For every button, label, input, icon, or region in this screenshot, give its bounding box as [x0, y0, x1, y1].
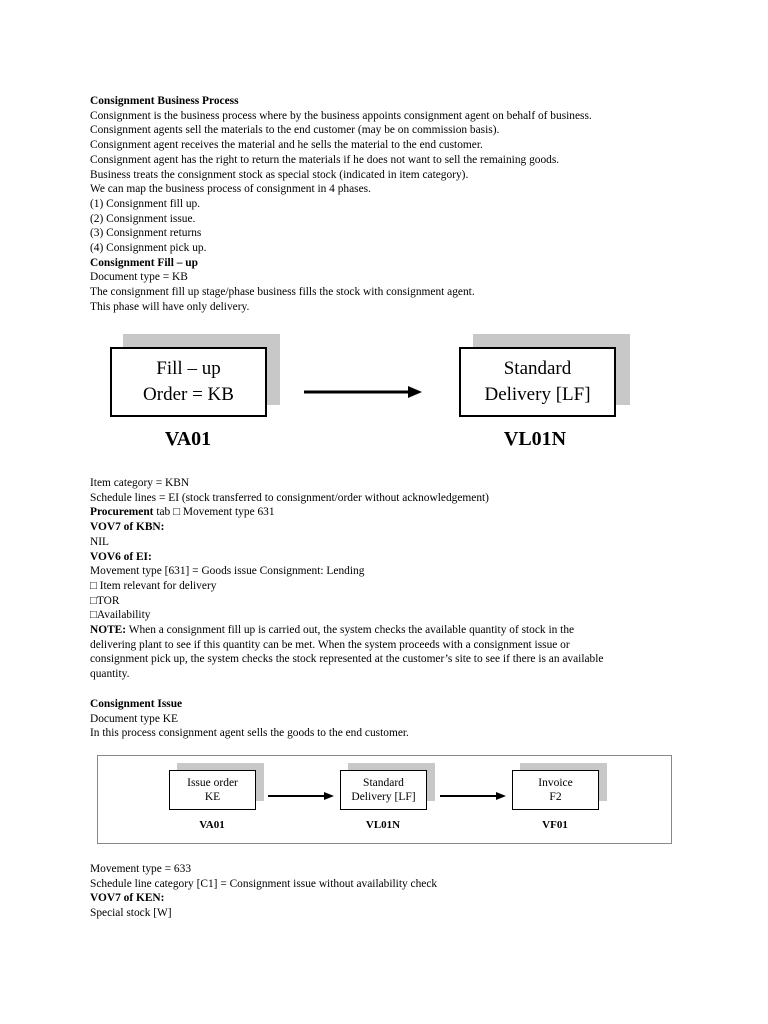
- box-line: Standard: [503, 358, 572, 379]
- section-heading: Consignment Business Process: [90, 95, 239, 107]
- issue-config-section: [90, 862, 690, 921]
- text-line: Consignment agent has the right to return the materials if he does not want to sell the remaining goods.: [90, 153, 560, 166]
- right-arrow-icon: [440, 791, 508, 801]
- intro-section: [90, 94, 690, 315]
- text-line: In this process consignment agent sells the goods to the end customer.: [90, 727, 409, 740]
- phase-item: (1) Consignment fill up.: [90, 197, 201, 210]
- invoice-box: [512, 770, 599, 810]
- box-line: Delivery [LF]: [351, 791, 416, 803]
- note-line: delivering plant to see if this quantity can be met. When the system proceeds with a consignment issue or: [90, 638, 570, 651]
- text-line: Document type = KB: [90, 271, 188, 284]
- text-line: We can map the business process of consignment in 4 phases.: [90, 183, 371, 196]
- text-line: Business treats the consignment stock as special stock (indicated in item category).: [90, 168, 469, 181]
- text-line: [90, 505, 690, 520]
- issue-order-box: [169, 770, 256, 810]
- transaction-label: VF01: [542, 819, 568, 831]
- standard-delivery-box: [459, 347, 616, 417]
- text-line: Item category = KBN: [90, 477, 190, 489]
- text-line: Schedule line category [C1] = Consignment issue without availability check: [90, 877, 438, 890]
- box-line: Issue order: [187, 777, 238, 789]
- box-line: Fill – up: [156, 358, 221, 379]
- box-line: Order = KB: [143, 384, 234, 405]
- text-line: NIL: [90, 535, 109, 548]
- transaction-label: VL01N: [503, 428, 567, 450]
- box-line: Delivery [LF]: [484, 384, 591, 405]
- box-line: F2: [549, 791, 562, 803]
- standard-delivery-box: [340, 770, 427, 810]
- text-line: This phase will have only delivery.: [90, 300, 250, 313]
- section-heading: Consignment Issue: [90, 698, 183, 710]
- note-line: consignment pick up, the system checks the stock represented at the customer’s site to see if there is an available: [90, 653, 604, 666]
- transaction-label: VA01: [164, 428, 212, 450]
- inline-text: tab □ Movement type 631: [153, 506, 275, 519]
- phase-item: (4) Consignment pick up.: [90, 242, 207, 255]
- right-arrow-icon: [268, 791, 336, 801]
- fill-up-order-box: [110, 347, 267, 417]
- text-line: Document type KE: [90, 712, 178, 725]
- text-line: Schedule lines = EI (stock transferred to consignment/order without acknowledgement): [90, 491, 489, 504]
- subsection-heading: Consignment Fill – up: [90, 256, 198, 269]
- consignment-issue-section: [90, 697, 690, 741]
- text-line: Special stock [W]: [90, 907, 172, 920]
- right-arrow-icon: [304, 385, 424, 399]
- checkbox-line: □ Item relevant for delivery: [90, 579, 217, 592]
- phase-item: (2) Consignment issue.: [90, 212, 196, 225]
- config-heading: VOV7 of KEN:: [90, 892, 165, 905]
- config-heading: VOV7 of KBN:: [90, 521, 165, 534]
- text-line: Movement type [631] = Goods issue Consignment: Lending: [90, 565, 365, 578]
- bold-term: Procurement: [90, 506, 154, 519]
- phase-item: (3) Consignment returns: [90, 227, 202, 240]
- note-label: NOTE:: [90, 624, 127, 637]
- checkbox-line: □Availability: [90, 609, 151, 622]
- transaction-label: VL01N: [365, 819, 401, 831]
- text-line: Consignment agent receives the material and he sells the material to the end customer.: [90, 139, 483, 152]
- box-line: KE: [204, 791, 221, 803]
- box-line: Standard: [363, 777, 404, 789]
- config-heading: VOV6 of EI:: [90, 550, 152, 563]
- inline-text: When a consignment fill up is carried out, the system checks the available quantity of stock in the: [126, 624, 575, 637]
- text-line: The consignment fill up stage/phase business fills the stock with consignment agent.: [90, 286, 475, 299]
- transaction-label: VA01: [199, 819, 225, 831]
- text-line: Consignment agents sell the materials to the end customer (may be on commission basis).: [90, 124, 500, 137]
- checkbox-line: □TOR: [90, 594, 120, 607]
- note-line: quantity.: [90, 668, 130, 681]
- fill-up-config-section: [90, 476, 690, 682]
- box-line: Invoice: [538, 777, 573, 789]
- text-line: Consignment is the business process where by the business appoints consignment agent on behalf of business.: [90, 109, 592, 122]
- note-line: [90, 623, 690, 638]
- text-line: Movement type = 633: [90, 863, 192, 875]
